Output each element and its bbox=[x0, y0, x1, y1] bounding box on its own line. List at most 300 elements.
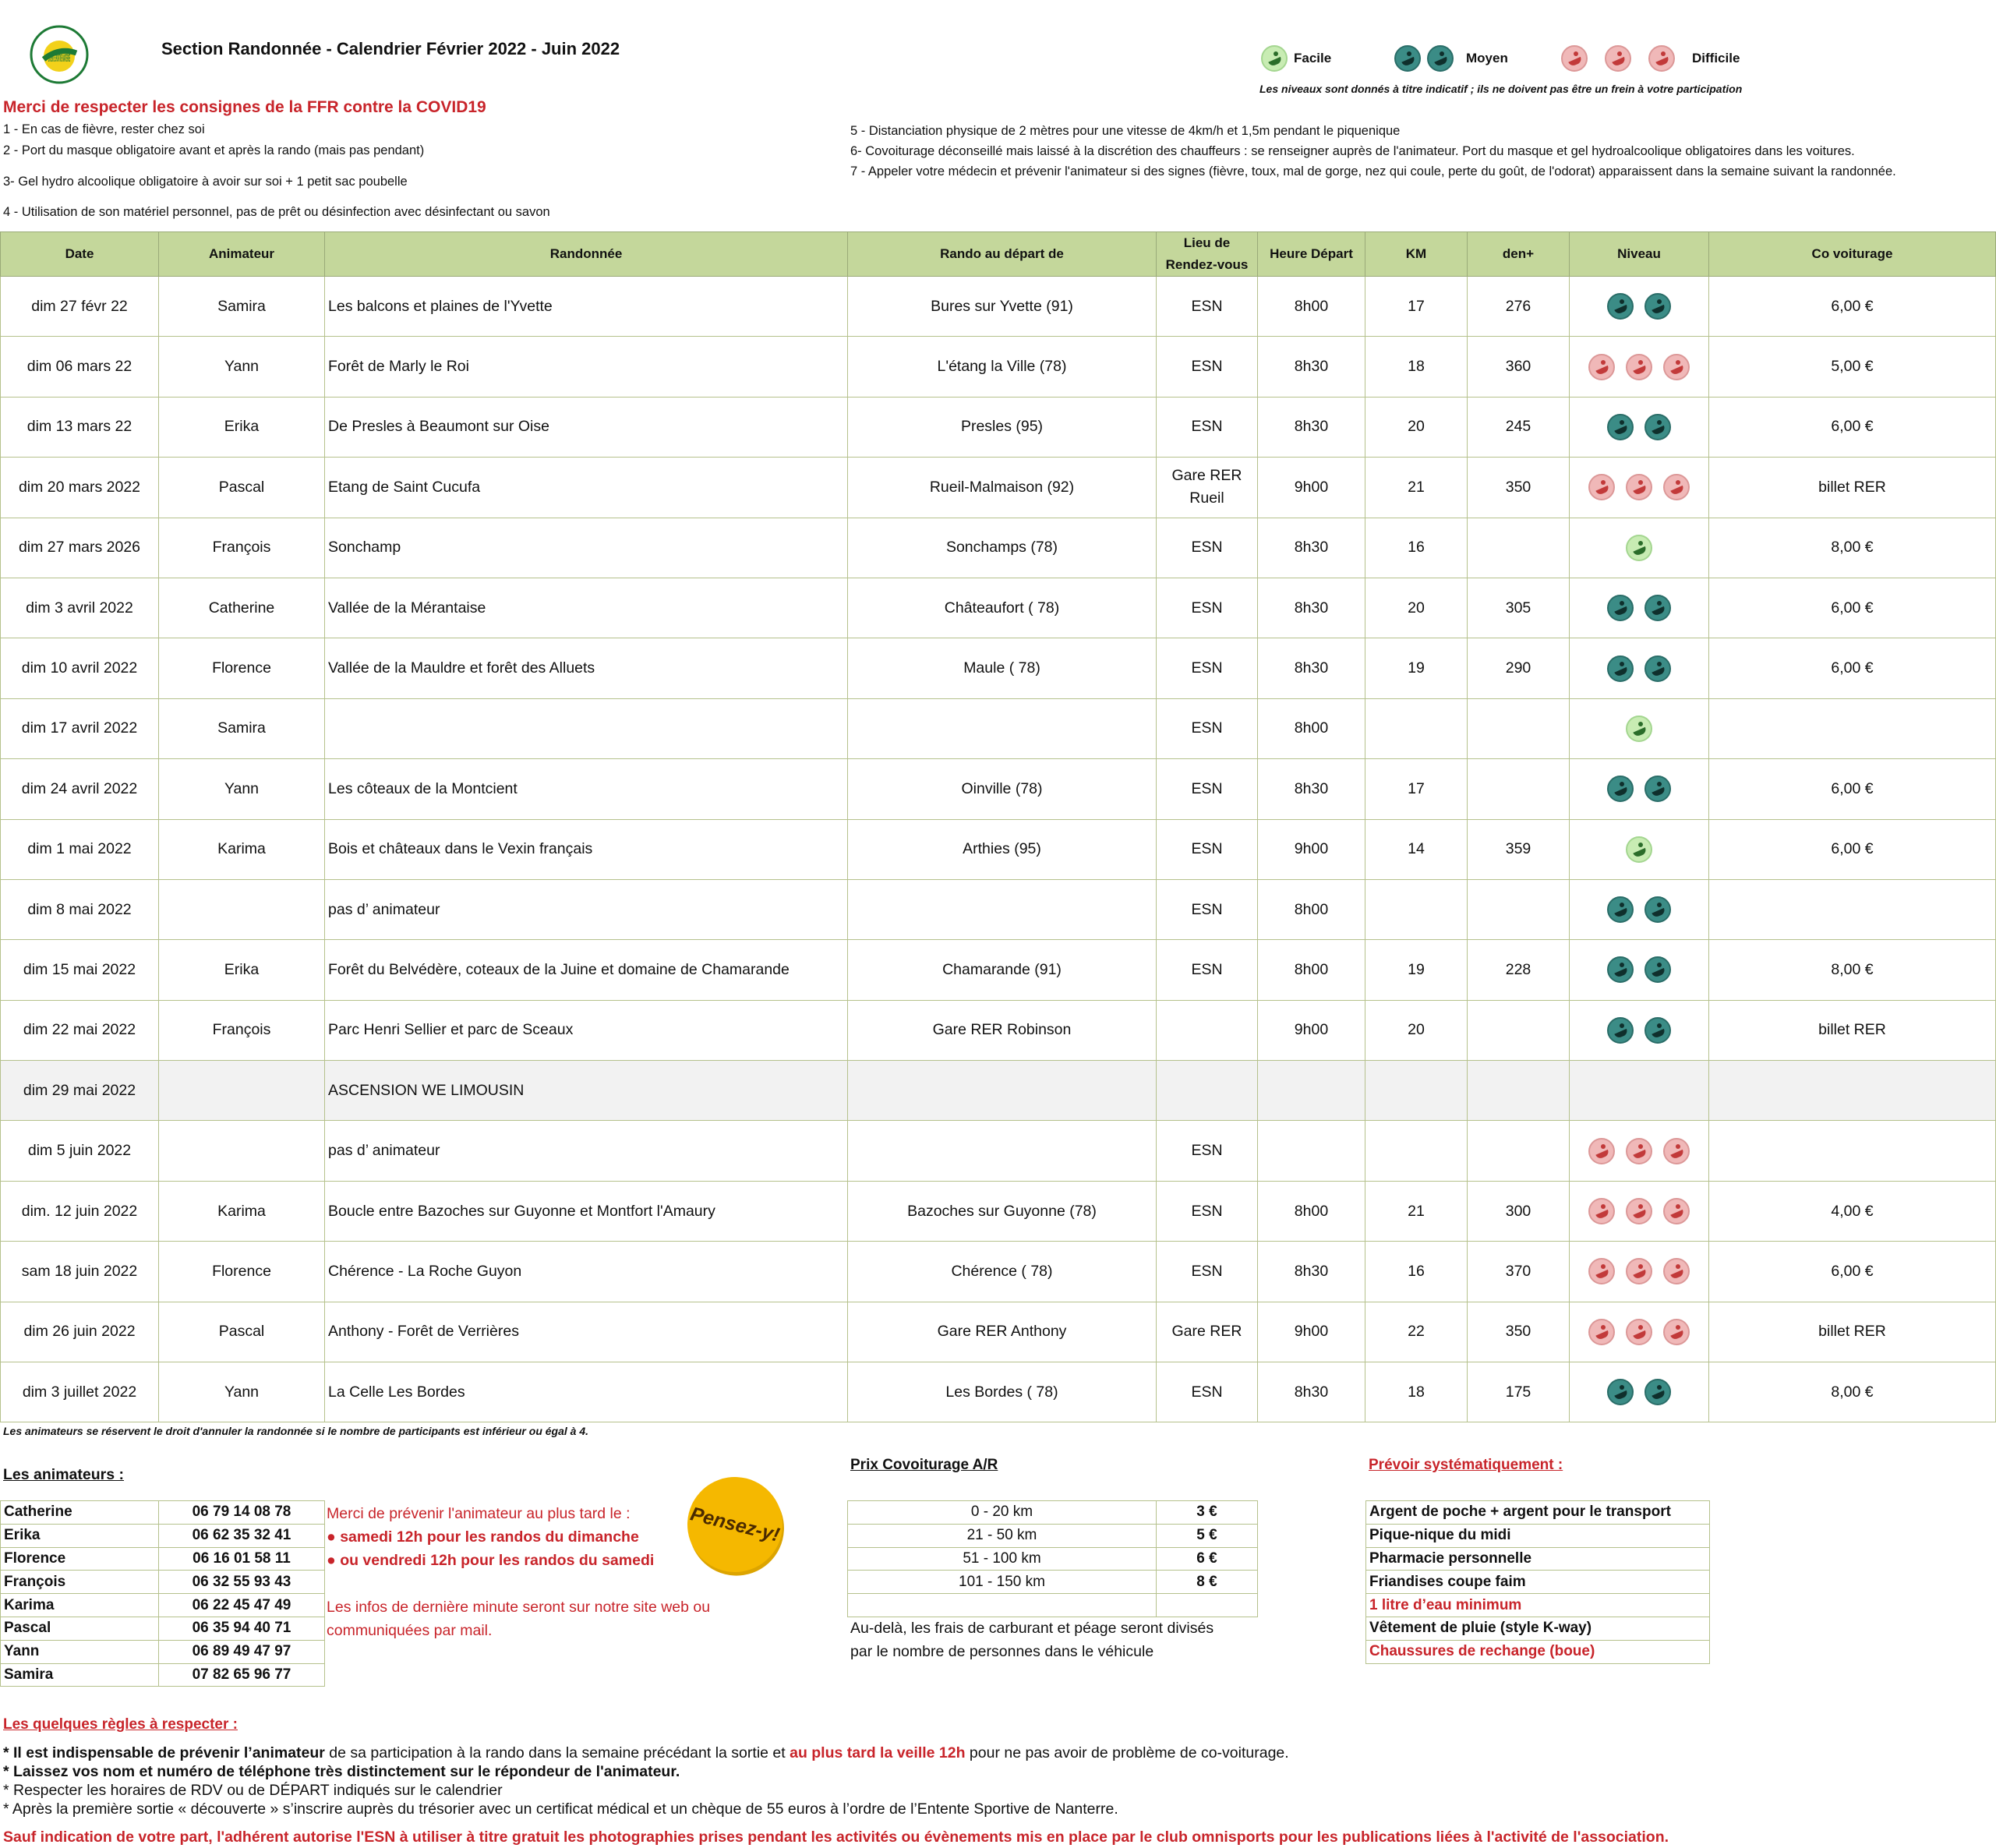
covoit-range: 21 - 50 km bbox=[848, 1524, 1157, 1547]
cell-rando: Chérence - La Roche Guyon bbox=[325, 1242, 848, 1302]
cell-heure: 8h30 bbox=[1258, 578, 1365, 638]
cell-km: 20 bbox=[1365, 397, 1468, 457]
cell-depart bbox=[848, 879, 1157, 939]
covoiturage-note: Au-delà, les frais de carburant et péage seront divisés par le nombre de personnes dans le véhicule bbox=[850, 1620, 1214, 1660]
animateur-name: François bbox=[1, 1571, 159, 1594]
hard-hiker-icon bbox=[1663, 354, 1690, 380]
cell-date: dim 27 mars 2026 bbox=[1, 518, 159, 578]
cell-den bbox=[1468, 879, 1570, 939]
cell-lieu: ESN bbox=[1157, 879, 1258, 939]
medium-hiker-icon bbox=[1427, 45, 1454, 72]
legend-easy: Facile bbox=[1261, 45, 1331, 72]
animateur-phone: 07 82 65 96 77 bbox=[159, 1663, 325, 1687]
cell-animateur: François bbox=[159, 518, 325, 578]
cell-depart: Châteaufort ( 78) bbox=[848, 578, 1157, 638]
cell-km: 17 bbox=[1365, 277, 1468, 337]
cell-animateur bbox=[159, 879, 325, 939]
prevenir-line: communiquées par mail. bbox=[327, 1622, 493, 1639]
cell-covoit: billet RER bbox=[1709, 1000, 1996, 1060]
hard-hiker-icon bbox=[1626, 1138, 1652, 1164]
prevenir-block bbox=[327, 1502, 710, 1642]
prevenir-line: ● ou vendredi 12h pour les randos du samedi bbox=[327, 1552, 655, 1569]
cell-lieu: ESN bbox=[1157, 1362, 1258, 1422]
cell-animateur: Samira bbox=[159, 698, 325, 758]
cell-heure: 8h00 bbox=[1258, 940, 1365, 1000]
table-row bbox=[1, 759, 1996, 819]
prevoir-table bbox=[1365, 1500, 1710, 1664]
cell-km: 18 bbox=[1365, 337, 1468, 397]
covoit-row bbox=[848, 1501, 1258, 1525]
cell-heure: 8h30 bbox=[1258, 638, 1365, 698]
cell-den: 175 bbox=[1468, 1362, 1570, 1422]
cell-niveau bbox=[1570, 458, 1709, 518]
cell-rando: Les balcons et plaines de l'Yvette bbox=[325, 277, 848, 337]
cell-rando: Anthony - Forêt de Verrières bbox=[325, 1302, 848, 1362]
cell-date: dim 26 juin 2022 bbox=[1, 1302, 159, 1362]
cell-niveau bbox=[1570, 879, 1709, 939]
regles-title: Les quelques règles à respecter : bbox=[3, 1716, 238, 1733]
col-header-animateur: Animateur bbox=[159, 232, 325, 277]
medium-hiker-icon bbox=[1644, 414, 1671, 440]
cell-den: 360 bbox=[1468, 337, 1570, 397]
medium-hiker-icon bbox=[1644, 293, 1671, 320]
hard-hiker-icon bbox=[1626, 354, 1652, 380]
table-row bbox=[1, 1000, 1996, 1060]
cell-animateur: Karima bbox=[159, 819, 325, 879]
cell-rando: Boucle entre Bazoches sur Guyonne et Montfort l'Amaury bbox=[325, 1181, 848, 1241]
cell-animateur: Yann bbox=[159, 1362, 325, 1422]
cell-depart: Chamarande (91) bbox=[848, 940, 1157, 1000]
medium-hiker-icon bbox=[1607, 1379, 1634, 1405]
regle-1: * Il est indispensable de prévenir l’animateur de sa participation à la rando dans la semaine précédant la sortie et au plus tard la veille 12h pour ne pas avoir de problème de co-voiturage. bbox=[3, 1744, 1289, 1761]
cell-rando: Les côteaux de la Montcient bbox=[325, 759, 848, 819]
cell-covoit bbox=[1709, 1061, 1996, 1121]
cell-date: sam 18 juin 2022 bbox=[1, 1242, 159, 1302]
cell-animateur: François bbox=[159, 1000, 325, 1060]
cell-depart: L'étang la Ville (78) bbox=[848, 337, 1157, 397]
prevoir-row bbox=[1366, 1501, 1710, 1525]
cell-depart: Bures sur Yvette (91) bbox=[848, 277, 1157, 337]
cell-km: 20 bbox=[1365, 578, 1468, 638]
cell-date: dim 29 mai 2022 bbox=[1, 1061, 159, 1121]
cell-animateur: Samira bbox=[159, 277, 325, 337]
table-row bbox=[1, 397, 1996, 457]
cell-lieu: ESN bbox=[1157, 698, 1258, 758]
cell-km: 16 bbox=[1365, 1242, 1468, 1302]
animateur-phone: 06 89 49 47 97 bbox=[159, 1640, 325, 1663]
medium-hiker-icon bbox=[1607, 293, 1634, 320]
cell-heure: 8h30 bbox=[1258, 759, 1365, 819]
animateur-row bbox=[1, 1617, 325, 1640]
cell-rando: Sonchamp bbox=[325, 518, 848, 578]
cell-lieu: ESN bbox=[1157, 1121, 1258, 1181]
cell-heure: 8h30 bbox=[1258, 337, 1365, 397]
table-row bbox=[1, 698, 1996, 758]
cell-animateur: Pascal bbox=[159, 1302, 325, 1362]
cell-km: 20 bbox=[1365, 1000, 1468, 1060]
cell-depart: Oinville (78) bbox=[848, 759, 1157, 819]
cell-heure: 8h00 bbox=[1258, 1181, 1365, 1241]
cell-covoit bbox=[1709, 879, 1996, 939]
cell-den: 300 bbox=[1468, 1181, 1570, 1241]
cell-date: dim 13 mars 22 bbox=[1, 397, 159, 457]
cell-den: 276 bbox=[1468, 277, 1570, 337]
hard-hiker-icon bbox=[1588, 1258, 1615, 1284]
table-row bbox=[1, 1302, 1996, 1362]
cell-date: dim 17 avril 2022 bbox=[1, 698, 159, 758]
cell-rando: Forêt du Belvédère, coteaux de la Juine et domaine de Chamarande bbox=[325, 940, 848, 1000]
cell-animateur: Yann bbox=[159, 337, 325, 397]
cell-heure: 9h00 bbox=[1258, 458, 1365, 518]
hard-hiker-icon bbox=[1663, 1258, 1690, 1284]
cell-niveau bbox=[1570, 1061, 1709, 1121]
covoiturage-table bbox=[847, 1500, 1258, 1617]
regles-block bbox=[3, 1744, 1289, 1818]
regle-4: * Après la première sortie « découverte » s’inscrire auprès du trésorier avec un certificat médical et un chèque de 55 euros à l’ordre de l’Entente Sportive de Nanterre. bbox=[3, 1800, 1118, 1818]
cell-date: dim 24 avril 2022 bbox=[1, 759, 159, 819]
cell-covoit: 6,00 € bbox=[1709, 759, 1996, 819]
cell-heure: 8h00 bbox=[1258, 879, 1365, 939]
covoit-range: 0 - 20 km bbox=[848, 1501, 1157, 1525]
cell-heure: 8h30 bbox=[1258, 1362, 1365, 1422]
cell-niveau bbox=[1570, 277, 1709, 337]
legend-note: Les niveaux sont donnés à titre indicatif ; ils ne doivent pas être un frein à votre participation bbox=[1259, 83, 1743, 95]
calendar-table bbox=[0, 231, 1996, 1422]
hard-hiker-icon bbox=[1626, 1258, 1652, 1284]
animateur-name: Karima bbox=[1, 1594, 159, 1617]
table-row bbox=[1, 1061, 1996, 1121]
prevoir-title: Prévoir systématiquement : bbox=[1369, 1457, 1563, 1473]
cell-niveau bbox=[1570, 1181, 1709, 1241]
cell-lieu: ESN bbox=[1157, 337, 1258, 397]
cell-rando: La Celle Les Bordes bbox=[325, 1362, 848, 1422]
cell-den bbox=[1468, 698, 1570, 758]
cell-heure: 8h00 bbox=[1258, 698, 1365, 758]
cell-lieu: ESN bbox=[1157, 1181, 1258, 1241]
table-row bbox=[1, 819, 1996, 879]
cell-rando: Bois et châteaux dans le Vexin français bbox=[325, 819, 848, 879]
table-row bbox=[1, 458, 1996, 518]
col-header-randonnee: Randonnée bbox=[325, 232, 848, 277]
cell-km: 17 bbox=[1365, 759, 1468, 819]
legend-medium: Moyen bbox=[1394, 45, 1508, 72]
cell-km: 21 bbox=[1365, 458, 1468, 518]
cell-date: dim 27 févr 22 bbox=[1, 277, 159, 337]
cell-km bbox=[1365, 1121, 1468, 1181]
cell-niveau bbox=[1570, 1121, 1709, 1181]
prevoir-row bbox=[1366, 1594, 1710, 1617]
animateur-name: Yann bbox=[1, 1640, 159, 1663]
cell-den: 245 bbox=[1468, 397, 1570, 457]
cell-den bbox=[1468, 1000, 1570, 1060]
cell-km: 19 bbox=[1365, 940, 1468, 1000]
cell-heure: 9h00 bbox=[1258, 819, 1365, 879]
cell-km: 16 bbox=[1365, 518, 1468, 578]
cell-heure: 9h00 bbox=[1258, 1000, 1365, 1060]
table-row bbox=[1, 1121, 1996, 1181]
cell-covoit bbox=[1709, 1121, 1996, 1181]
cell-heure: 8h30 bbox=[1258, 397, 1365, 457]
table-row bbox=[1, 337, 1996, 397]
cell-covoit: 6,00 € bbox=[1709, 1242, 1996, 1302]
covid-rule: 6- Covoiturage déconseillé mais laissé à la discrétion des chauffeurs : se renseigner auprès de l'animateur. Port du masque et gel hydroalcoolique obligatoires dans les voitures. bbox=[850, 144, 1855, 158]
animateur-phone: 06 62 35 32 41 bbox=[159, 1524, 325, 1547]
medium-hiker-icon bbox=[1644, 595, 1671, 621]
cell-niveau bbox=[1570, 397, 1709, 457]
cell-lieu: ESN bbox=[1157, 638, 1258, 698]
cell-km: 18 bbox=[1365, 1362, 1468, 1422]
cell-covoit: 6,00 € bbox=[1709, 819, 1996, 879]
cell-niveau bbox=[1570, 578, 1709, 638]
animateur-row bbox=[1, 1547, 325, 1571]
prevoir-item: 1 litre d’eau minimum bbox=[1366, 1594, 1710, 1617]
cell-animateur: Yann bbox=[159, 759, 325, 819]
easy-hiker-icon bbox=[1626, 716, 1652, 742]
table-header-row bbox=[1, 232, 1996, 277]
cell-date: dim 3 avril 2022 bbox=[1, 578, 159, 638]
cell-covoit bbox=[1709, 698, 1996, 758]
cell-depart: Chérence ( 78) bbox=[848, 1242, 1157, 1302]
covid-rule: 4 - Utilisation de son matériel personnel, pas de prêt ou désinfection avec désinfectant ou savon bbox=[3, 205, 550, 219]
hard-hiker-icon bbox=[1663, 474, 1690, 500]
medium-hiker-icon bbox=[1644, 956, 1671, 983]
prevenir-line: Merci de prévenir l'animateur au plus tard le : bbox=[327, 1505, 631, 1522]
table-row bbox=[1, 277, 1996, 337]
cell-den bbox=[1468, 759, 1570, 819]
cell-animateur: Pascal bbox=[159, 458, 325, 518]
cell-date: dim 15 mai 2022 bbox=[1, 940, 159, 1000]
table-row bbox=[1, 940, 1996, 1000]
hard-hiker-icon bbox=[1588, 474, 1615, 500]
cell-heure: 9h00 bbox=[1258, 1302, 1365, 1362]
cell-covoit: 6,00 € bbox=[1709, 277, 1996, 337]
cell-lieu: ESN bbox=[1157, 940, 1258, 1000]
cell-animateur: Florence bbox=[159, 638, 325, 698]
cell-covoit: 8,00 € bbox=[1709, 940, 1996, 1000]
medium-hiker-icon bbox=[1607, 896, 1634, 923]
regle-2: * Laissez vos nom et numéro de téléphone très distinctement sur le répondeur de l'animateur. bbox=[3, 1763, 680, 1780]
col-header-date: Date bbox=[1, 232, 159, 277]
footer-notice: Sauf indication de votre part, l'adhérent autorise l'ESN à utiliser à titre gratuit les photographies prises pendant les activités ou évènements mis en place par le club omnisports pour les publications liées à l'activité de l'association. bbox=[3, 1829, 1669, 1846]
cell-niveau bbox=[1570, 1362, 1709, 1422]
animateur-row bbox=[1, 1571, 325, 1594]
prevoir-row bbox=[1366, 1571, 1710, 1594]
cell-niveau bbox=[1570, 638, 1709, 698]
animateur-name: Pascal bbox=[1, 1617, 159, 1640]
cell-date: dim 8 mai 2022 bbox=[1, 879, 159, 939]
cell-covoit: 5,00 € bbox=[1709, 337, 1996, 397]
cell-lieu: ESN bbox=[1157, 578, 1258, 638]
table-row bbox=[1, 1362, 1996, 1422]
cell-covoit: 6,00 € bbox=[1709, 578, 1996, 638]
prevoir-item: Vêtement de pluie (style K-way) bbox=[1366, 1617, 1710, 1640]
cell-heure bbox=[1258, 1061, 1365, 1121]
cell-depart: Sonchamps (78) bbox=[848, 518, 1157, 578]
animateur-name: Erika bbox=[1, 1524, 159, 1547]
hard-hiker-icon bbox=[1588, 1198, 1615, 1224]
cell-den: 228 bbox=[1468, 940, 1570, 1000]
regle-3: * Respecter les horaires de RDV ou de DÉPART indiqués sur le calendrier bbox=[3, 1782, 503, 1799]
easy-hiker-icon bbox=[1626, 535, 1652, 561]
cell-den: 350 bbox=[1468, 458, 1570, 518]
medium-hiker-icon bbox=[1644, 896, 1671, 923]
covid-rule: 3- Gel hydro alcoolique obligatoire à avoir sur soi + 1 petit sac poubelle bbox=[3, 175, 408, 189]
covoit-price: 3 € bbox=[1157, 1501, 1258, 1525]
cell-rando: Forêt de Marly le Roi bbox=[325, 337, 848, 397]
cell-lieu bbox=[1157, 1061, 1258, 1121]
cell-covoit: billet RER bbox=[1709, 1302, 1996, 1362]
cell-rando: Etang de Saint Cucufa bbox=[325, 458, 848, 518]
cell-rando: pas d’ animateur bbox=[325, 879, 848, 939]
cell-lieu bbox=[1157, 1000, 1258, 1060]
cell-km bbox=[1365, 879, 1468, 939]
covoit-row bbox=[848, 1594, 1258, 1617]
prevoir-item: Chaussures de rechange (boue) bbox=[1366, 1640, 1710, 1663]
col-header-heure: Heure Départ bbox=[1258, 232, 1365, 277]
cell-den bbox=[1468, 1061, 1570, 1121]
animateur-row bbox=[1, 1524, 325, 1547]
col-header-covoiturage: Co voiturage bbox=[1709, 232, 1996, 277]
cell-animateur: Erika bbox=[159, 397, 325, 457]
cell-niveau bbox=[1570, 698, 1709, 758]
logo-letters: ENTENTE SPORTIVE NANTERRE bbox=[48, 51, 70, 64]
cell-depart bbox=[848, 698, 1157, 758]
cell-niveau bbox=[1570, 337, 1709, 397]
cell-rando: pas d’ animateur bbox=[325, 1121, 848, 1181]
animateur-name: Samira bbox=[1, 1663, 159, 1687]
hard-hiker-icon bbox=[1663, 1319, 1690, 1345]
covid-rule: 7 - Appeler votre médecin et prévenir l'animateur si des signes (fièvre, toux, mal de gorge, nez qui coule, perte du goût, de l'odorat) apparaissent dans la semaine suivant la randonnée. bbox=[850, 164, 1896, 178]
cell-km bbox=[1365, 698, 1468, 758]
covoit-price: 6 € bbox=[1157, 1547, 1258, 1571]
medium-hiker-icon bbox=[1644, 1017, 1671, 1044]
pensez-y-sticker: Pensez-y! bbox=[677, 1467, 793, 1582]
animateur-row bbox=[1, 1501, 325, 1525]
hard-hiker-icon bbox=[1663, 1138, 1690, 1164]
covoit-range bbox=[848, 1594, 1157, 1617]
cell-date: dim 3 juillet 2022 bbox=[1, 1362, 159, 1422]
cell-animateur: Karima bbox=[159, 1181, 325, 1241]
hard-hiker-icon bbox=[1588, 1138, 1615, 1164]
prevenir-line: Les infos de dernière minute seront sur notre site web ou bbox=[327, 1599, 711, 1616]
cell-den: 350 bbox=[1468, 1302, 1570, 1362]
prevoir-item: Friandises coupe faim bbox=[1366, 1571, 1710, 1594]
cell-lieu: ESN bbox=[1157, 819, 1258, 879]
covoit-range: 51 - 100 km bbox=[848, 1547, 1157, 1571]
animateur-name: Florence bbox=[1, 1547, 159, 1571]
medium-hiker-icon bbox=[1394, 45, 1421, 72]
cell-depart: Presles (95) bbox=[848, 397, 1157, 457]
cell-depart: Arthies (95) bbox=[848, 819, 1157, 879]
medium-hiker-icon bbox=[1607, 1017, 1634, 1044]
covoit-price: 5 € bbox=[1157, 1524, 1258, 1547]
animateurs-table bbox=[0, 1500, 325, 1687]
cell-niveau bbox=[1570, 1242, 1709, 1302]
medium-hiker-icon bbox=[1644, 776, 1671, 802]
table-row bbox=[1, 1242, 1996, 1302]
animateur-row bbox=[1, 1594, 325, 1617]
covid-rule: 1 - En cas de fièvre, rester chez soi bbox=[3, 122, 205, 136]
cell-depart: Gare RER Robinson bbox=[848, 1000, 1157, 1060]
covid-rule: 2 - Port du masque obligatoire avant et après la rando (mais pas pendant) bbox=[3, 143, 425, 157]
cell-km: 21 bbox=[1365, 1181, 1468, 1241]
covoit-row bbox=[848, 1571, 1258, 1594]
cell-depart: Gare RER Anthony bbox=[848, 1302, 1157, 1362]
cell-rando: ASCENSION WE LIMOUSIN bbox=[325, 1061, 848, 1121]
cell-covoit: 6,00 € bbox=[1709, 397, 1996, 457]
cell-depart bbox=[848, 1061, 1157, 1121]
table-row bbox=[1, 879, 1996, 939]
cell-niveau bbox=[1570, 819, 1709, 879]
cell-date: dim 5 juin 2022 bbox=[1, 1121, 159, 1181]
cell-covoit: 4,00 € bbox=[1709, 1181, 1996, 1241]
cell-lieu: ESN bbox=[1157, 277, 1258, 337]
col-header-km: KM bbox=[1365, 232, 1468, 277]
cell-km: 14 bbox=[1365, 819, 1468, 879]
cell-lieu: Gare RER Rueil bbox=[1157, 458, 1258, 518]
cell-lieu: ESN bbox=[1157, 759, 1258, 819]
table-row bbox=[1, 518, 1996, 578]
cell-lieu: ESN bbox=[1157, 518, 1258, 578]
prevoir-row bbox=[1366, 1524, 1710, 1547]
col-header-depart: Rando au départ de bbox=[848, 232, 1157, 277]
animateur-name: Catherine bbox=[1, 1501, 159, 1525]
cell-date: dim 10 avril 2022 bbox=[1, 638, 159, 698]
cell-animateur: Catherine bbox=[159, 578, 325, 638]
prevoir-row bbox=[1366, 1640, 1710, 1663]
cell-den: 370 bbox=[1468, 1242, 1570, 1302]
cell-km: 19 bbox=[1365, 638, 1468, 698]
hard-hiker-icon bbox=[1561, 45, 1588, 72]
covid-title: Merci de respecter les consignes de la FFR contre la COVID19 bbox=[3, 98, 486, 116]
cell-heure bbox=[1258, 1121, 1365, 1181]
cell-covoit: 8,00 € bbox=[1709, 1362, 1996, 1422]
prevenir-line: ● samedi 12h pour les randos du dimanche bbox=[327, 1528, 639, 1546]
cancel-note: Les animateurs se réservent le droit d'annuler la randonnée si le nombre de participants est inférieur ou égal à 4. bbox=[3, 1425, 589, 1437]
cell-km bbox=[1365, 1061, 1468, 1121]
esn-logo bbox=[28, 23, 90, 86]
cell-den: 305 bbox=[1468, 578, 1570, 638]
cell-rando: Parc Henri Sellier et parc de Sceaux bbox=[325, 1000, 848, 1060]
prevoir-item: Pharmacie personnelle bbox=[1366, 1547, 1710, 1571]
prevoir-row bbox=[1366, 1547, 1710, 1571]
cell-den: 359 bbox=[1468, 819, 1570, 879]
cell-rando bbox=[325, 698, 848, 758]
cell-niveau bbox=[1570, 1302, 1709, 1362]
hard-hiker-icon bbox=[1626, 1319, 1652, 1345]
medium-hiker-icon bbox=[1607, 776, 1634, 802]
cell-niveau bbox=[1570, 940, 1709, 1000]
cell-den bbox=[1468, 1121, 1570, 1181]
easy-hiker-icon bbox=[1261, 45, 1288, 72]
cell-rando: Vallée de la Mérantaise bbox=[325, 578, 848, 638]
hard-hiker-icon bbox=[1605, 45, 1631, 72]
cell-covoit: 6,00 € bbox=[1709, 638, 1996, 698]
covoit-price bbox=[1157, 1594, 1258, 1617]
cell-heure: 8h30 bbox=[1258, 1242, 1365, 1302]
col-header-niveau: Niveau bbox=[1570, 232, 1709, 277]
cell-animateur bbox=[159, 1121, 325, 1181]
medium-hiker-icon bbox=[1607, 414, 1634, 440]
prevoir-item: Pique-nique du midi bbox=[1366, 1524, 1710, 1547]
covoit-range: 101 - 150 km bbox=[848, 1571, 1157, 1594]
table-row bbox=[1, 638, 1996, 698]
cell-lieu: ESN bbox=[1157, 1242, 1258, 1302]
medium-hiker-icon bbox=[1607, 655, 1634, 682]
hard-hiker-icon bbox=[1663, 1198, 1690, 1224]
hard-hiker-icon bbox=[1626, 474, 1652, 500]
cell-niveau bbox=[1570, 518, 1709, 578]
